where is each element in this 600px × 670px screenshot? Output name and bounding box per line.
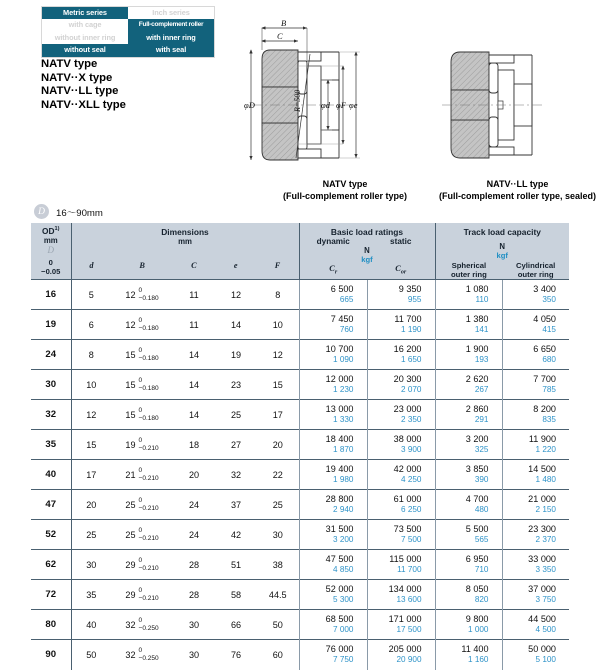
table-row <box>31 370 569 400</box>
type-item-natv-xll: NATV··XLL type <box>41 98 126 111</box>
header-basic-load-group: Basic load ratings dynamic static N kgf $C_r$ $C_{or}$ <box>299 223 435 280</box>
cell-static-load: 20 300 2 070 <box>367 370 435 400</box>
natv-caption-line2: (Full-complement roller type) <box>282 190 407 201</box>
tab-with-cage[interactable]: with cage <box>42 19 128 31</box>
type-item-natv: NATV type <box>41 58 98 70</box>
cell-cylindrical-track-load: 11 900 1 220 <box>502 430 569 460</box>
cell-dynamic-load: 13 000 1 330 <box>299 400 367 430</box>
table-row <box>31 550 569 580</box>
header-sym-B: B <box>139 261 145 270</box>
cell-F: 20 <box>257 430 299 460</box>
cell-C: 14 <box>173 340 215 370</box>
bearing-cross-section-diagrams <box>232 8 600 176</box>
cell-od: 32 <box>31 400 71 430</box>
cell-d: 30 <box>71 550 111 580</box>
natv-ll-caption-line2: (Full-complement roller type, sealed) <box>438 190 597 201</box>
cell-spherical-track-load: 6 950 710 <box>435 550 502 580</box>
type-item-natv-ll: NATV··LL type <box>41 85 119 98</box>
cell-F: 30 <box>257 520 299 550</box>
table-row <box>31 490 569 520</box>
cell-C: 28 <box>173 580 215 610</box>
natv-caption-line1: NATV type <box>322 179 368 189</box>
cell-B: 15 0 −0.180 <box>111 340 173 370</box>
cell-C: 18 <box>173 430 215 460</box>
cell-B: 15 0 −0.180 <box>111 370 173 400</box>
cell-cylindrical-track-load: 37 000 3 750 <box>502 580 569 610</box>
header-static: static <box>390 237 412 246</box>
cell-spherical-track-load: 11 400 1 160 <box>435 640 502 670</box>
cell-B: 19 0 −0.210 <box>111 430 173 460</box>
cell-d: 5 <box>71 280 111 310</box>
header-sym-d: d <box>89 261 94 270</box>
cell-spherical-track-load: 1 380 141 <box>435 310 502 340</box>
table-row <box>31 400 569 430</box>
cell-e: 12 <box>215 280 257 310</box>
cell-C: 24 <box>173 520 215 550</box>
cell-B: 32 0 −0.250 <box>111 640 173 670</box>
tab-metric-series[interactable]: Metric series <box>42 7 128 19</box>
cell-static-load: 38 000 3 900 <box>367 430 435 460</box>
cell-spherical-track-load: 5 500 565 <box>435 520 502 550</box>
table-body <box>31 280 569 670</box>
cell-od: 52 <box>31 520 71 550</box>
cell-B: 12 0 −0.180 <box>111 280 173 310</box>
cell-B: 21 0 −0.210 <box>111 460 173 490</box>
cell-static-load: 11 700 1 190 <box>367 310 435 340</box>
header-unit-kgf-basic: kgf <box>361 255 373 264</box>
cell-od: 80 <box>31 610 71 640</box>
cell-cylindrical-track-load: 3 400 350 <box>502 280 569 310</box>
header-unit-n-basic: N <box>364 246 370 255</box>
cell-static-load: 205 000 20 900 <box>367 640 435 670</box>
cell-e: 66 <box>215 610 257 640</box>
size-range-row <box>34 204 103 219</box>
cell-cylindrical-track-load: 14 500 1 480 <box>502 460 569 490</box>
cell-B: 25 0 −0.210 <box>111 520 173 550</box>
cell-e: 25 <box>215 400 257 430</box>
table-row <box>31 340 569 370</box>
cell-static-load: 9 350 955 <box>367 280 435 310</box>
cell-C: 28 <box>173 550 215 580</box>
cell-e: 37 <box>215 490 257 520</box>
cell-C: 11 <box>173 310 215 340</box>
cell-od: 30 <box>31 370 71 400</box>
cell-F: 60 <box>257 640 299 670</box>
cell-e: 27 <box>215 430 257 460</box>
cell-dynamic-load: 18 400 1 870 <box>299 430 367 460</box>
cell-cylindrical-track-load: 4 050 415 <box>502 310 569 340</box>
cell-d: 17 <box>71 460 111 490</box>
cell-cylindrical-track-load: 23 300 2 370 <box>502 520 569 550</box>
cell-dynamic-load: 76 000 7 750 <box>299 640 367 670</box>
dim-label-phi-e: φe <box>349 100 358 110</box>
cell-od: 62 <box>31 550 71 580</box>
cell-od: 24 <box>31 340 71 370</box>
cell-dynamic-load: 68 500 7 000 <box>299 610 367 640</box>
header-spherical-outer-ring: Spherical outer ring <box>450 261 487 279</box>
cell-e: 42 <box>215 520 257 550</box>
table-header-row <box>31 223 569 280</box>
cell-static-load: 42 000 4 250 <box>367 460 435 490</box>
cell-d: 12 <box>71 400 111 430</box>
cell-dynamic-load: 10 700 1 090 <box>299 340 367 370</box>
cell-C: 14 <box>173 370 215 400</box>
header-dimensions-group: Dimensions mm d B C e F <box>71 223 299 280</box>
tab-with-seal[interactable]: with seal <box>128 44 214 56</box>
cell-static-load: 171 000 17 500 <box>367 610 435 640</box>
cell-static-load: 61 000 6 250 <box>367 490 435 520</box>
dim-label-phi-d: φd <box>321 100 330 110</box>
cell-spherical-track-load: 4 700 480 <box>435 490 502 520</box>
cell-d: 8 <box>71 340 111 370</box>
specification-table <box>31 223 569 670</box>
size-badge-letter: D <box>34 204 49 219</box>
cell-dynamic-load: 52 000 5 300 <box>299 580 367 610</box>
cell-dynamic-load: 12 000 1 230 <box>299 370 367 400</box>
cell-F: 50 <box>257 610 299 640</box>
cell-od: 16 <box>31 280 71 310</box>
table-row <box>31 640 569 670</box>
cell-e: 19 <box>215 340 257 370</box>
cell-e: 58 <box>215 580 257 610</box>
cell-dynamic-load: 31 500 3 200 <box>299 520 367 550</box>
natv-ll-caption <box>410 179 600 202</box>
cell-spherical-track-load: 3 850 390 <box>435 460 502 490</box>
cell-spherical-track-load: 8 050 820 <box>435 580 502 610</box>
cell-F: 8 <box>257 280 299 310</box>
cell-od: 19 <box>31 310 71 340</box>
type-list <box>41 58 126 112</box>
tab-inch-series[interactable]: Inch series <box>128 7 214 19</box>
cell-F: 17 <box>257 400 299 430</box>
cell-spherical-track-load: 2 620 267 <box>435 370 502 400</box>
cell-spherical-track-load: 1 080 110 <box>435 280 502 310</box>
cell-d: 6 <box>71 310 111 340</box>
cell-dynamic-load: 19 400 1 980 <box>299 460 367 490</box>
table-row <box>31 460 569 490</box>
tab-without-inner-ring[interactable]: without inner ring <box>42 32 128 44</box>
radius-note-label: R=500 <box>293 89 302 112</box>
cell-od: 90 <box>31 640 71 670</box>
cell-od: 47 <box>31 490 71 520</box>
table-row <box>31 310 569 340</box>
size-range-label: 16～90mm <box>56 207 103 219</box>
cell-F: 22 <box>257 460 299 490</box>
tab-without-seal[interactable]: without seal <box>42 44 128 56</box>
header-sym-e: e <box>233 261 238 270</box>
cell-cylindrical-track-load: 6 650 680 <box>502 340 569 370</box>
header-sym-cor: $C_{or}$ <box>395 264 407 276</box>
cell-spherical-track-load: 3 200 325 <box>435 430 502 460</box>
tab-with-inner-ring[interactable]: with inner ring <box>128 32 214 44</box>
table-row <box>31 610 569 640</box>
header-od: OD$^{1)}$ mm D 0 −0.05 <box>41 226 61 276</box>
series-tab-block <box>41 6 215 58</box>
cell-F: 15 <box>257 370 299 400</box>
cell-dynamic-load: 28 800 2 940 <box>299 490 367 520</box>
header-sym-C: C <box>191 261 197 270</box>
header-dynamic: dynamic <box>316 237 350 246</box>
cell-spherical-track-load: 9 800 1 000 <box>435 610 502 640</box>
cell-F: 44.5 <box>257 580 299 610</box>
cell-static-load: 23 000 2 350 <box>367 400 435 430</box>
cell-d: 20 <box>71 490 111 520</box>
cell-dynamic-load: 47 500 4 850 <box>299 550 367 580</box>
type-item-natv-x: NATV··X type <box>41 71 113 84</box>
header-sym-cr: $C_r$ <box>329 264 338 276</box>
cell-cylindrical-track-load: 50 000 5 100 <box>502 640 569 670</box>
cell-B: 29 0 −0.210 <box>111 550 173 580</box>
cell-static-load: 115 000 11 700 <box>367 550 435 580</box>
table-row <box>31 520 569 550</box>
cell-spherical-track-load: 2 860 291 <box>435 400 502 430</box>
cell-static-load: 73 500 7 500 <box>367 520 435 550</box>
natv-ll-drawing <box>442 52 542 158</box>
cell-od: 40 <box>31 460 71 490</box>
cell-C: 30 <box>173 610 215 640</box>
cell-cylindrical-track-load: 21 000 2 150 <box>502 490 569 520</box>
natv-drawing <box>244 18 360 160</box>
cell-e: 76 <box>215 640 257 670</box>
cell-B: 15 0 −0.180 <box>111 400 173 430</box>
cell-F: 12 <box>257 340 299 370</box>
cell-cylindrical-track-load: 44 500 4 500 <box>502 610 569 640</box>
table-row <box>31 580 569 610</box>
header-unit-n-track: N <box>499 242 506 251</box>
cell-C: 11 <box>173 280 215 310</box>
cell-d: 35 <box>71 580 111 610</box>
cell-F: 38 <box>257 550 299 580</box>
cell-B: 25 0 −0.210 <box>111 490 173 520</box>
header-cylindrical-outer-ring: Cylindrical outer ring <box>515 261 556 279</box>
cell-d: 50 <box>71 640 111 670</box>
header-track-load-group: Track load capacity N kgf Spherical outer ring Cylindrical outer ring <box>435 223 569 280</box>
drawings-area <box>232 8 600 203</box>
cell-d: 25 <box>71 520 111 550</box>
table-row <box>31 280 569 310</box>
cell-e: 23 <box>215 370 257 400</box>
cell-cylindrical-track-load: 8 200 835 <box>502 400 569 430</box>
cell-d: 40 <box>71 610 111 640</box>
cell-F: 10 <box>257 310 299 340</box>
cell-d: 15 <box>71 430 111 460</box>
cell-B: 12 0 −0.180 <box>111 310 173 340</box>
tab-full-complement-roller[interactable]: Full-complement roller <box>128 19 214 31</box>
header-sym-F: F <box>274 261 281 270</box>
table-row <box>31 430 569 460</box>
cell-C: 14 <box>173 400 215 430</box>
dim-label-C: C <box>277 31 283 41</box>
cell-B: 32 0 −0.250 <box>111 610 173 640</box>
cell-C: 20 <box>173 460 215 490</box>
header-unit-kgf-track: kgf <box>496 251 508 260</box>
cell-cylindrical-track-load: 7 700 785 <box>502 370 569 400</box>
cell-cylindrical-track-load: 33 000 3 350 <box>502 550 569 580</box>
dim-label-phi-F: φF <box>336 100 346 110</box>
cell-dynamic-load: 6 500 665 <box>299 280 367 310</box>
dim-label-B: B <box>281 18 287 28</box>
cell-C: 30 <box>173 640 215 670</box>
cell-od: 35 <box>31 430 71 460</box>
natv-ll-caption-line1: NATV··LL type <box>486 179 549 189</box>
cell-e: 14 <box>215 310 257 340</box>
cell-dynamic-load: 7 450 760 <box>299 310 367 340</box>
cell-d: 10 <box>71 370 111 400</box>
cell-e: 51 <box>215 550 257 580</box>
cell-spherical-track-load: 1 900 193 <box>435 340 502 370</box>
cell-static-load: 16 200 1 650 <box>367 340 435 370</box>
cell-C: 24 <box>173 490 215 520</box>
cell-od: 72 <box>31 580 71 610</box>
cell-static-load: 134 000 13 600 <box>367 580 435 610</box>
cell-F: 25 <box>257 490 299 520</box>
dim-label-phi-D: φD <box>244 100 255 110</box>
cell-B: 29 0 −0.210 <box>111 580 173 610</box>
cell-e: 32 <box>215 460 257 490</box>
